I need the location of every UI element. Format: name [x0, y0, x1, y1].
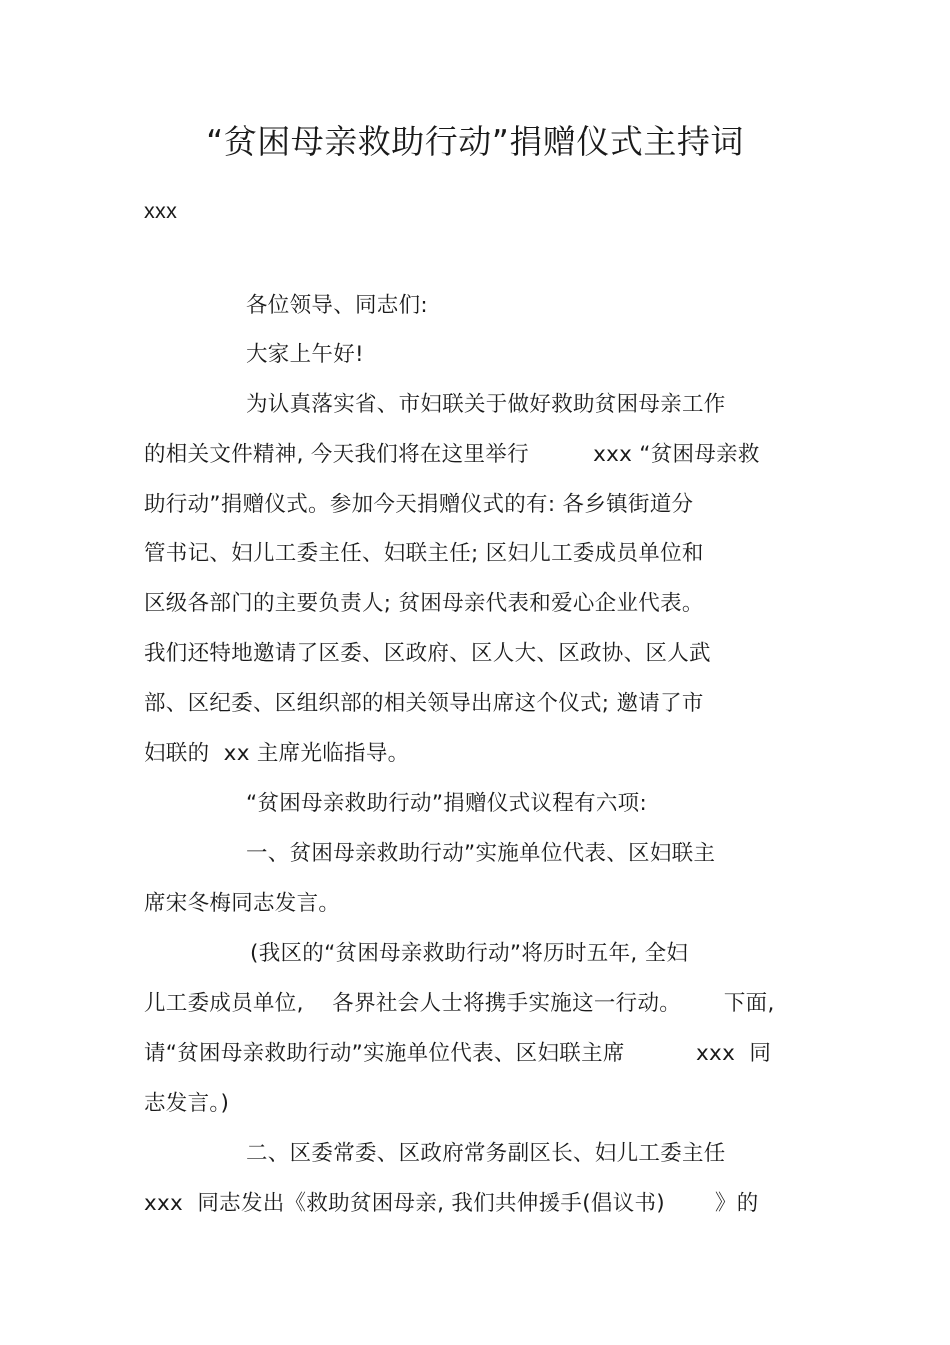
paragraph-line: 我们还特地邀请了区委、区政府、区人大、区政协、区人武 [144, 641, 711, 666]
paragraph-line: xxx 同志发出《救助贫困母亲, 我们共伸援手(倡议书) 》的 [144, 1191, 759, 1216]
paragraph-line: 儿工委成员单位, 各界社会人士将携手实施这一行动。 下面, [144, 991, 775, 1016]
paragraph-line: 二、区委常委、区政府常务副区长、妇儿工委主任 [246, 1141, 726, 1166]
paragraph-line: (我区的“贫困母亲救助行动”将历时五年, 全妇 [250, 941, 689, 966]
paragraph-line: 志发言。) [144, 1091, 230, 1116]
document-author: xxx [144, 199, 178, 223]
paragraph-line: 一、贫困母亲救助行动”实施单位代表、区妇联主 [246, 841, 716, 866]
paragraph-line: 的相关文件精神, 今天我们将在这里举行 xxx “贫困母亲救 [144, 442, 760, 467]
paragraph-line: 部、区纪委、区组织部的相关领导出席这个仪式; 邀请了市 [144, 691, 704, 716]
paragraph-line: “贫困母亲救助行动”捐赠仪式议程有六项: [246, 791, 648, 816]
document-title: “贫困母亲救助行动”捐赠仪式主持词 [206, 122, 744, 161]
paragraph-line: 各位领导、同志们: [246, 293, 428, 318]
paragraph-line: 席宋冬梅同志发言。 [144, 891, 341, 916]
paragraph-line: 助行动”捐赠仪式。参加今天捐赠仪式的有: 各乡镇街道分 [144, 492, 694, 517]
paragraph-line: 管书记、妇儿工委主任、妇联主任; 区妇儿工委成员单位和 [144, 541, 704, 566]
paragraph-line: 为认真落实省、市妇联关于做好救助贫困母亲工作 [246, 392, 726, 417]
paragraph-line: 区级各部门的主要负责人; 贫困母亲代表和爱心企业代表。 [144, 591, 704, 616]
paragraph-line: 妇联的 xx 主席光临指导。 [144, 741, 410, 766]
paragraph-line: 请“贫困母亲救助行动”实施单位代表、区妇联主席 xxx 同 [144, 1041, 772, 1066]
paragraph-line: 大家上午好! [246, 342, 364, 367]
